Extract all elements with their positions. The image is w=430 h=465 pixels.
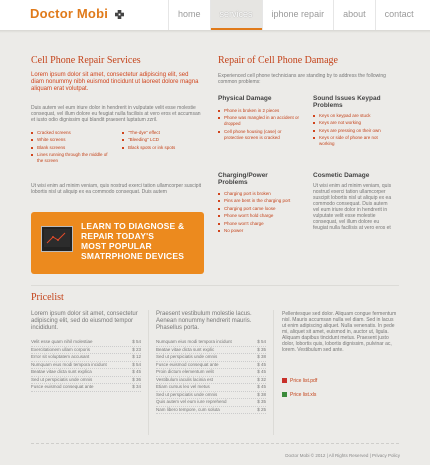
list-item: Phone was mangled in an accident or dropped <box>218 115 302 127</box>
physical-damage-list <box>218 108 302 142</box>
physical-damage-title: Physical Damage <box>218 95 272 102</box>
list-item: Phone won't hold charge <box>218 213 306 219</box>
list-item: Phone won't charge <box>218 221 306 227</box>
services-body-2: Ut wisi enim ad minim veniam, quis nostrud exerci tation ullamcorper suscipit lobortis nisl ut aliquip ex ea commodo consequat. Duis autem <box>31 183 202 195</box>
pricelist-body-3: Pellentesque sed dolor. Aliquam congue fermentum nisl. Mauris accumsan nulla vel diam. Sed in lacus ut enim adipiscing aliquet. Nulla venenatis. In pede mi, aliquet sit amet, euismod in, auctor ut, ligula. Aliquam dapibus tincidunt metus. Praesent justo dolor, lobortis quis, lobortis dignissim, pulvinar ac, lorem. Vestibulum sed ante. <box>282 311 397 353</box>
list-item: Keys are pressing on their own <box>313 128 393 134</box>
monitor-icon <box>41 226 73 252</box>
table-row: Velit esse quam nihil molestiae $ 54 <box>31 339 141 347</box>
services-title: Cell Phone Repair Services <box>31 55 141 66</box>
column-divider <box>148 310 149 435</box>
nav-about[interactable]: about <box>333 0 375 30</box>
charging-problems-list <box>218 191 306 235</box>
repair-title: Repair of Cell Phone Damage <box>218 55 338 66</box>
list-item: Cell phone housing (case) or protective screen is cracked <box>218 129 302 141</box>
table-row: Sed ut perspiciatis unde omnis $ 38 <box>156 354 266 362</box>
list-item: Keys on keypad are stuck <box>313 113 393 119</box>
nav-home[interactable]: home <box>168 0 210 30</box>
list-item: "Bleeding" LCD <box>122 137 202 143</box>
list-item: Lines running through the middle of the screen <box>31 152 111 164</box>
list-item: "The-dye" effect <box>122 130 202 136</box>
repair-lead: Experienced cell phone technicians are standing by to address the following common problems: <box>218 73 386 85</box>
list-item: Black spots or ink spots <box>122 145 202 151</box>
diagnose-banner[interactable] <box>31 212 204 274</box>
table-row: Sed ut perspiciatis unde omnis $ 38 <box>156 392 266 400</box>
cross-icon <box>115 10 124 19</box>
banner-line: MOST POPULAR <box>81 241 152 251</box>
table-row: Numquam eius modi tempora incidunt $ 54 <box>156 339 266 347</box>
table-row: Vestibulum iaculis lacinia est $ 32 <box>156 377 266 385</box>
pricelist-lead-1: Lorem ipsum dolor sit amet, consectetur adipiscing elit, sed do eiusmod tempor incididunt. <box>31 311 138 331</box>
banner-line: REPAIR TODAY'S <box>81 231 155 241</box>
price-table-1 <box>31 339 141 392</box>
list-item: Charging port came loose <box>218 206 306 212</box>
table-row: Proin dictum elementum velit $ 45 <box>156 369 266 377</box>
banner-line: LEARN TO DIAGNOSE & <box>81 221 185 231</box>
pdf-icon <box>282 378 287 383</box>
table-row: Beatae vitae dicta sunt explic $ 35 <box>156 347 266 355</box>
main-nav <box>168 0 423 30</box>
services-lead: Lorem ipsum dolor sit amet, consectetur adipiscing elit, sed diam nonummy nibh euismod tincidunt ut laoreet dolore magna aliquam erat volutpat. <box>31 72 199 92</box>
table-row: Error sit voluptatem accusant $ 12 <box>31 354 141 362</box>
footer <box>0 443 430 465</box>
symptom-list-right <box>122 130 202 152</box>
list-item: Keys or side of phone are not working <box>313 135 393 147</box>
sound-issues-list <box>313 113 393 149</box>
xls-icon <box>282 392 287 397</box>
sound-issues-title: Sound Issues Keypad Problems <box>313 95 381 109</box>
list-item: Cracked screens <box>31 130 111 136</box>
table-row: Fusce euismod consequat ante $ 45 <box>156 362 266 370</box>
table-row: Numquam eius modi tempora incidunt $ 54 <box>31 362 141 370</box>
list-item: Phone is broken in 2 pieces <box>218 108 302 114</box>
list-item: Blank screens <box>31 145 111 151</box>
price-list-xls-link[interactable]: Price list.xls <box>282 392 316 398</box>
pricelist-title: Pricelist <box>31 292 64 303</box>
pricelist-lead-2: Praesent vestibulum molestie lacus. Aenean nonummy hendrerit mauris. Phasellus porta. <box>156 311 252 331</box>
table-row: Sed ut perspiciatis unde omnis $ 36 <box>31 377 141 385</box>
list-item: Charging port is broken <box>218 191 306 197</box>
table-row: Beatae vitae dicta sunt explica $ 45 <box>31 369 141 377</box>
price-list-pdf-link[interactable]: Price list.pdf <box>282 378 317 384</box>
column-divider <box>273 310 274 435</box>
table-row: Quis autem vel eum iure reprehend $ 35 <box>156 399 266 407</box>
table-row: Etiam cursus leo vel metus $ 45 <box>156 384 266 392</box>
table-row: Nam libero tempore, cum soluta $ 25 <box>156 407 266 415</box>
section-divider <box>31 285 399 286</box>
table-row: Fusce euismod consequat ante $ 34 <box>31 384 141 392</box>
nav-contact[interactable]: contact <box>375 0 423 30</box>
cosmetic-damage-body: Ut wisi enim ad minim veniam, quis nostrud exerci tation ullamcorper suscipit lobortis nisl ut aliquip ex ea commodo consequat. Duis autem vel eum iriure dolor in hendrerit in vulputate velit esse molestie consequat, vel illum dolore eu feugiat nulla facilisis at vero eros et <box>313 183 392 231</box>
footer-divider <box>31 443 399 444</box>
banner-line: SMATRPHONE DEVICES <box>81 251 185 261</box>
logo[interactable] <box>30 6 124 21</box>
price-table-2 <box>156 339 266 414</box>
header-shadow <box>0 30 430 33</box>
list-item: White screens <box>31 137 111 143</box>
nav-services[interactable]: services <box>210 0 262 30</box>
list-item: Pins are bent in the charging port <box>218 198 306 204</box>
list-item: No power <box>218 228 306 234</box>
symptom-list-left <box>31 130 111 166</box>
services-body: Duis autem vel eum iriure dolor in hendrerit in vulputate velit esse molestie consequat, vel illum dolore eu feugiat nulla facilisis at vero eros et accumsan et iusto odio dignissim qui blandit praesent luptatum zzril. <box>31 105 201 123</box>
footer-copyright: Doctor Mobi © 2012 | All Rights Reserved | Privacy Policy <box>285 453 400 458</box>
cosmetic-damage-title: Cosmetic Damage <box>313 172 370 179</box>
charging-problems-title: Charging/Power Problems <box>218 172 268 186</box>
list-item: Keys are not working <box>313 120 393 126</box>
header <box>0 0 430 30</box>
nav-iphone-repair[interactable]: iphone repair <box>262 0 334 30</box>
table-row: Exercitationem ullam corporis $ 23 <box>31 347 141 355</box>
logo-text[interactable]: Doctor Mobi <box>30 6 109 21</box>
